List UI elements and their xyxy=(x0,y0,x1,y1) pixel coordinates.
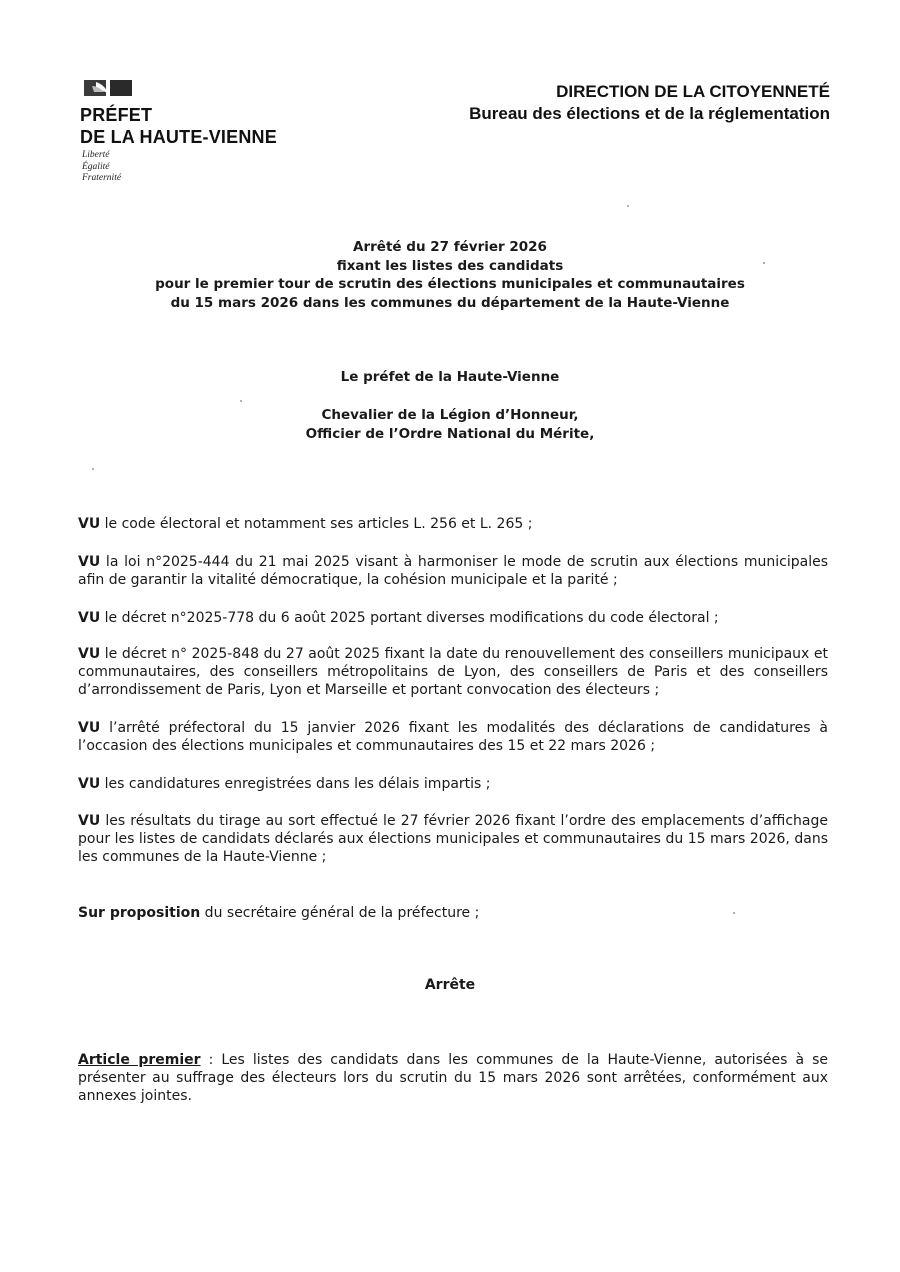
visa-text: le décret n°2025-778 du 6 août 2025 portant diverses modifications du code électoral ; xyxy=(100,610,719,626)
visa-prefix: VU xyxy=(78,610,101,626)
title-line1: Arrêté du 27 février 2026 xyxy=(353,239,547,255)
visa-prefix: VU xyxy=(78,554,101,570)
article-paragraph xyxy=(78,1051,828,1105)
visa-text: le décret n° 2025-848 du 27 août 2025 fixant la date du renouvellement des conseillers municipaux et communautaires, des conseillers métropolitains de Lyon, des conseillers de Paris et des conseillers d’arrondissement de Paris, Lyon et Marseille et portant convocation des électeurs ; xyxy=(78,646,828,698)
prefet-honours xyxy=(70,406,830,443)
prefet-honour-2: Officier de l’Ordre National du Mérite, xyxy=(305,425,595,442)
visa-paragraph xyxy=(78,515,828,533)
proposition-paragraph xyxy=(78,904,828,922)
visa-paragraph xyxy=(78,719,828,755)
visa-text: les résultats du tirage au sort effectué le 27 février 2026 fixant l’ordre des emplacements d’affichage pour les listes de candidats déclarés aux élections municipales et communautaires du 15 mars 2026, dans les communes de la Haute-Vienne ; xyxy=(78,813,828,865)
arrete-heading: Arrête xyxy=(424,977,476,993)
visa-prefix: VU xyxy=(78,646,101,662)
institution-line1: PRÉFET xyxy=(80,105,153,125)
visa-prefix: VU xyxy=(78,813,101,829)
prefet-honour-1: Chevalier de la Légion d’Honneur, xyxy=(321,407,579,423)
motto-liberte: Liberté xyxy=(82,150,110,160)
visa-text: l’arrêté préfectoral du 15 janvier 2026 fixant les modalités des déclarations de candidatures à l’occasion des élections municipales et communautaires des 15 et 22 mars 2026 ; xyxy=(78,720,828,754)
motto-fraternite: Fraternité xyxy=(82,173,122,183)
proposition-prefix: Sur proposition xyxy=(78,905,201,921)
visa-paragraph xyxy=(78,645,828,699)
decree-title xyxy=(70,238,830,312)
scan-speck xyxy=(733,912,735,914)
visa-text: les candidatures enregistrées dans les délais impartis ; xyxy=(100,776,491,792)
visa-text: la loi n°2025-444 du 21 mai 2025 visant à harmoniser le mode de scrutin aux élections municipales afin de garantir la vitalité démocratique, la cohésion municipale et la parité ; xyxy=(78,554,828,588)
article-label: Article premier xyxy=(78,1052,201,1068)
institution-line2: DE LA HAUTE-VIENNE xyxy=(80,127,277,147)
scan-speck xyxy=(240,400,242,402)
title-line4: du 15 mars 2026 dans les communes du département de la Haute-Vienne xyxy=(170,294,730,311)
article-text: : Les listes des candidats dans les communes de la Haute-Vienne, autorisées à se présenter au suffrage des électeurs lors du scrutin du 15 mars 2026 sont arrêtées, conformément aux annexes jointes. xyxy=(78,1052,829,1104)
marianne-logo-icon xyxy=(82,78,134,98)
issuing-direction xyxy=(469,81,830,125)
institution-title xyxy=(80,104,277,148)
scan-speck xyxy=(92,468,94,470)
title-line3: pour le premier tour de scrutin des élections municipales et communautaires xyxy=(155,276,745,292)
visa-paragraph xyxy=(78,775,828,793)
motto-egalite: Égalité xyxy=(82,161,110,172)
visa-paragraph xyxy=(78,812,828,866)
visa-paragraph xyxy=(78,553,828,589)
visa-prefix: VU xyxy=(78,516,101,532)
scan-speck xyxy=(627,205,629,207)
visa-paragraph xyxy=(78,609,828,627)
title-line2: fixant les listes des candidats xyxy=(336,257,564,274)
direction-name: DIRECTION DE LA CITOYENNETÉ xyxy=(556,82,830,101)
republic-motto xyxy=(82,150,121,185)
prefet-name: Le préfet de la Haute-Vienne xyxy=(340,369,560,385)
bureau-name: Bureau des élections et de la réglementation xyxy=(469,104,830,123)
scan-speck xyxy=(763,262,765,264)
visa-text: le code électoral et notamment ses articles L. 256 et L. 265 ; xyxy=(100,516,533,532)
proposition-text: du secrétaire général de la préfecture ; xyxy=(200,905,480,921)
visa-prefix: VU xyxy=(78,776,101,792)
visa-prefix: VU xyxy=(78,720,101,736)
